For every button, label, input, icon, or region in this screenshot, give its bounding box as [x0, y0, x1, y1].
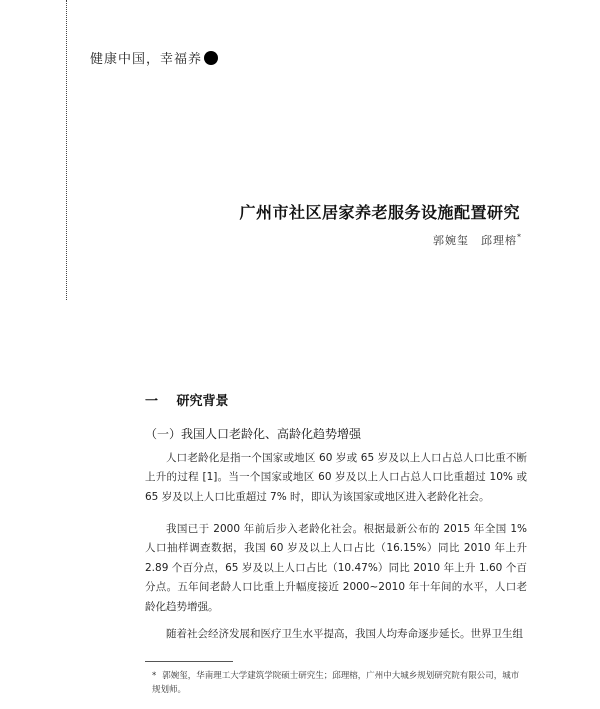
paragraph-1: 人口老龄化是指一个国家或地区 60 岁或 65 岁及以上人口占总人口比重不断上升的过程 [1]。当一个国家或地区 60 岁及以上人口占总人口比重超过 10% 或 65 岁及以上人口比重超过 7% 时，即认为该国家或地区进入老龄化社会。	[145, 452, 527, 503]
subsection-heading: （一）我国人口老龄化、高龄化趋势增强	[145, 427, 362, 441]
section-heading	[145, 390, 229, 409]
margin-dotted-rule	[66, 0, 67, 300]
footnote-text: 郭婉玺，华南理工大学建筑学院硕士研究生；邱理榕，广州中大城乡规划研究院有限公司，城市规划师。	[152, 671, 520, 695]
article-authors	[300, 232, 522, 248]
paragraph-3: 随着社会经济发展和医疗卫生水平提高，我国人均寿命逐步延长。世界卫生组	[166, 628, 523, 640]
paragraph-2: 我国已于 2000 年前后步入老龄化社会。根据最新公布的 2015 年全国 1% 人口抽样调查数据，我国 60 岁及以上人口占比（16.15%）同比 2010 年上升 2.89 个百分点，65 岁及以上人口占比（10.47%）同比 2010 年上升 1.60 个百分点。五年间老龄人口比重上升幅度接近 2000~2010 年十年间的水平，人口老龄化趋势增强。	[145, 523, 527, 613]
bullet-dot-icon	[204, 51, 218, 65]
footnote	[152, 669, 527, 697]
section-number: 一	[145, 394, 159, 409]
section-title: 研究背景	[176, 394, 229, 409]
running-header-title: 健康中国，幸福养	[90, 52, 203, 67]
footnote-mark: *	[152, 671, 157, 681]
author-names: 郭婉玺 邱理榕	[433, 234, 517, 247]
footnote-divider	[145, 661, 233, 662]
running-header	[90, 48, 218, 67]
article-title: 广州市社区居家养老服务设施配置研究	[239, 203, 520, 222]
author-footnote-mark: *	[517, 232, 522, 242]
